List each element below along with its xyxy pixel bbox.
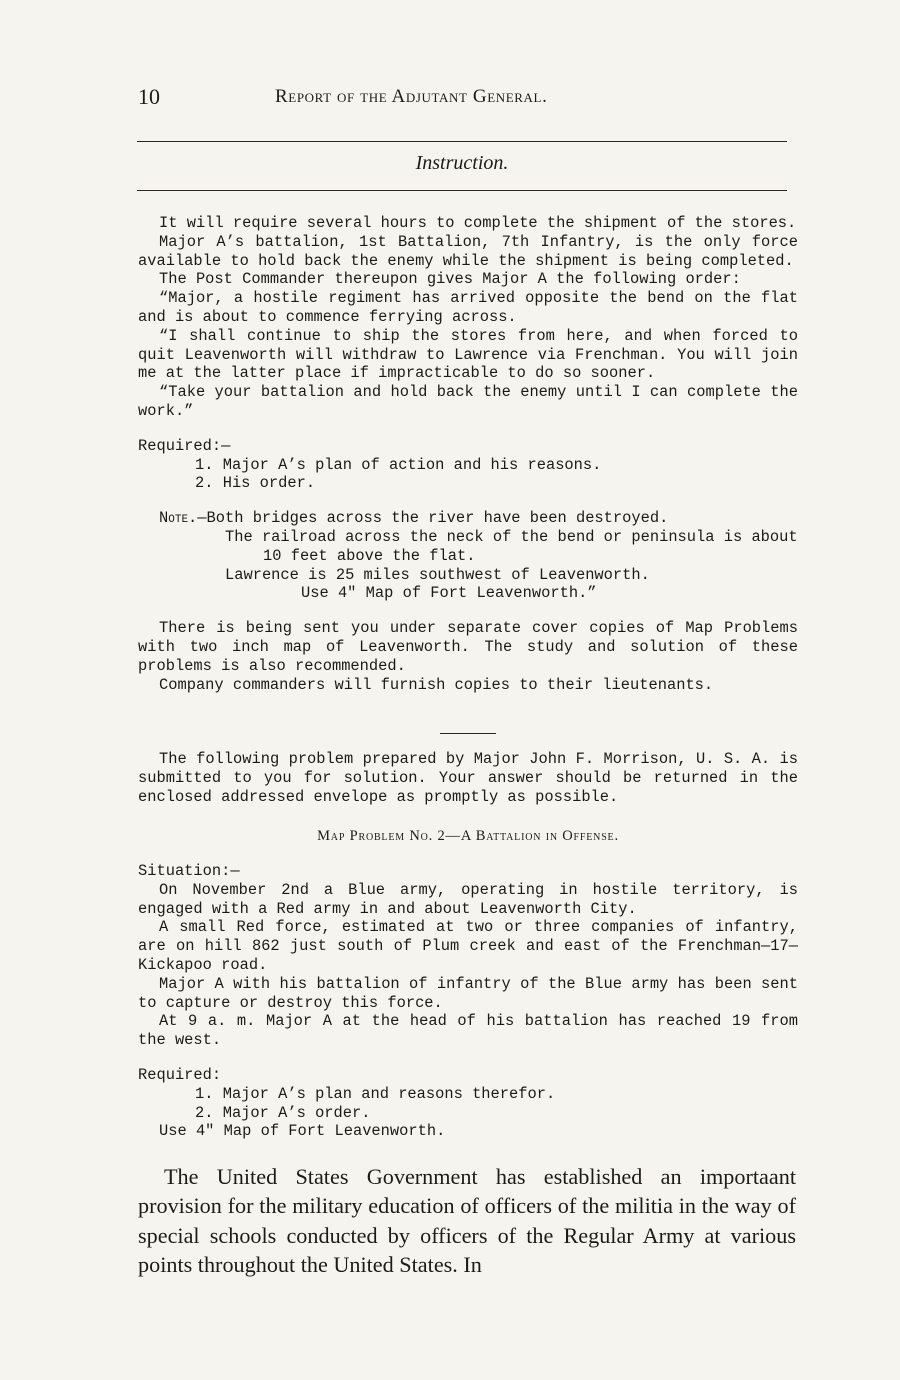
instruction-paragraph: There is being sent you under separate cover copies of Map Problems with two inch map of Leavenworth. The study and solution of these problems is also recommended. <box>138 619 798 675</box>
closing-block <box>138 1162 796 1280</box>
situation-paragraph: A small Red force, estimated at two or three companies of infantry, are on hill 862 just south of Plum creek and east of the Frenchman—17—Kickapoo road. <box>138 918 798 974</box>
note-line: Lawrence is 25 miles southwest of Leavenworth. <box>225 565 650 584</box>
note-line: Use 4″ Map of Fort Leavenworth.” <box>301 584 597 603</box>
note-line: 10 feet above the flat. <box>263 546 476 565</box>
instruction-paragraph: It will require several hours to complete the shipment of the stores. <box>159 214 797 232</box>
required-label: Required:— <box>138 436 231 455</box>
situation-paragraph: On November 2nd a Blue army, operating in hostile territory, is engaged with a Red army in and about Leavenworth City. <box>138 880 798 918</box>
required-item: 2. Major A’s order. <box>195 1103 371 1122</box>
running-head <box>138 84 788 114</box>
instruction-block <box>138 214 798 694</box>
required-item: 1. Major A’s plan of action and his reasons. <box>195 455 602 474</box>
note-line: Note.—Both bridges across the river have been destroyed. <box>159 509 669 528</box>
problem-intro-paragraph: The following problem prepared by Major John F. Morrison, U. S. A. is submitted to you for solution. Your answer should be returned in the enclosed addressed envelope as promptly as possible. <box>138 750 798 806</box>
order-paragraph: “Major, a hostile regiment has arrived opposite the bend on the flat and is about to commence ferrying across. <box>138 289 798 326</box>
closing-paragraph: The United States Government has established an importaant provision for the military education of officers of the militia in the way of special schools conducted by officers of the Regular Army at various points throughout the United States. In <box>138 1164 796 1278</box>
map-problem-title: Map Problem No. 2—A Battalion in Offense. <box>317 828 619 844</box>
note-label: Note. <box>159 509 198 528</box>
situation-label: Situation:— <box>138 862 240 880</box>
header-rule-bottom <box>137 190 787 191</box>
use-map-line: Use 4″ Map of Fort Leavenworth. <box>159 1122 446 1141</box>
situation-paragraph: Major A with his battalion of infantry of the Blue army has been sent to capture or destroy this force. <box>138 974 798 1012</box>
running-title: Report of the Adjutant General. <box>275 86 548 107</box>
order-paragraph: “I shall continue to ship the stores from here, and when forced to quit Leavenworth will withdraw to Lawrence via Frenchman. You will join me at the latter place if impracticable to do so sooner. <box>138 326 798 383</box>
page-number: 10 <box>138 84 160 109</box>
instruction-paragraph: The Post Commander thereupon gives Major A the following order: <box>159 270 741 289</box>
situation-block <box>138 862 798 1141</box>
section-title: Instruction. <box>415 152 509 174</box>
required-item: 2. His order. <box>195 474 316 493</box>
required-item: 1. Major A’s plan and reasons therefor. <box>195 1084 556 1103</box>
note-line: The railroad across the neck of the bend or peninsula is about <box>225 527 798 546</box>
problem-intro <box>138 750 798 806</box>
instruction-paragraph: Major A’s battalion, 1st Battalion, 7th Infantry, is the only force available to hold back the enemy while the shipment is being completed. <box>138 232 798 270</box>
required-label: Required: <box>138 1065 222 1084</box>
situation-paragraph: At 9 a. m. Major A at the head of his battalion has reached 19 from the west. <box>138 1012 798 1050</box>
order-paragraph: “Take your battalion and hold back the enemy until I can complete the work.” <box>138 383 798 420</box>
separator-rule <box>440 733 496 734</box>
header-rule-top <box>137 141 787 142</box>
instruction-paragraph: Company commanders will furnish copies to their lieutenants. <box>159 675 714 694</box>
